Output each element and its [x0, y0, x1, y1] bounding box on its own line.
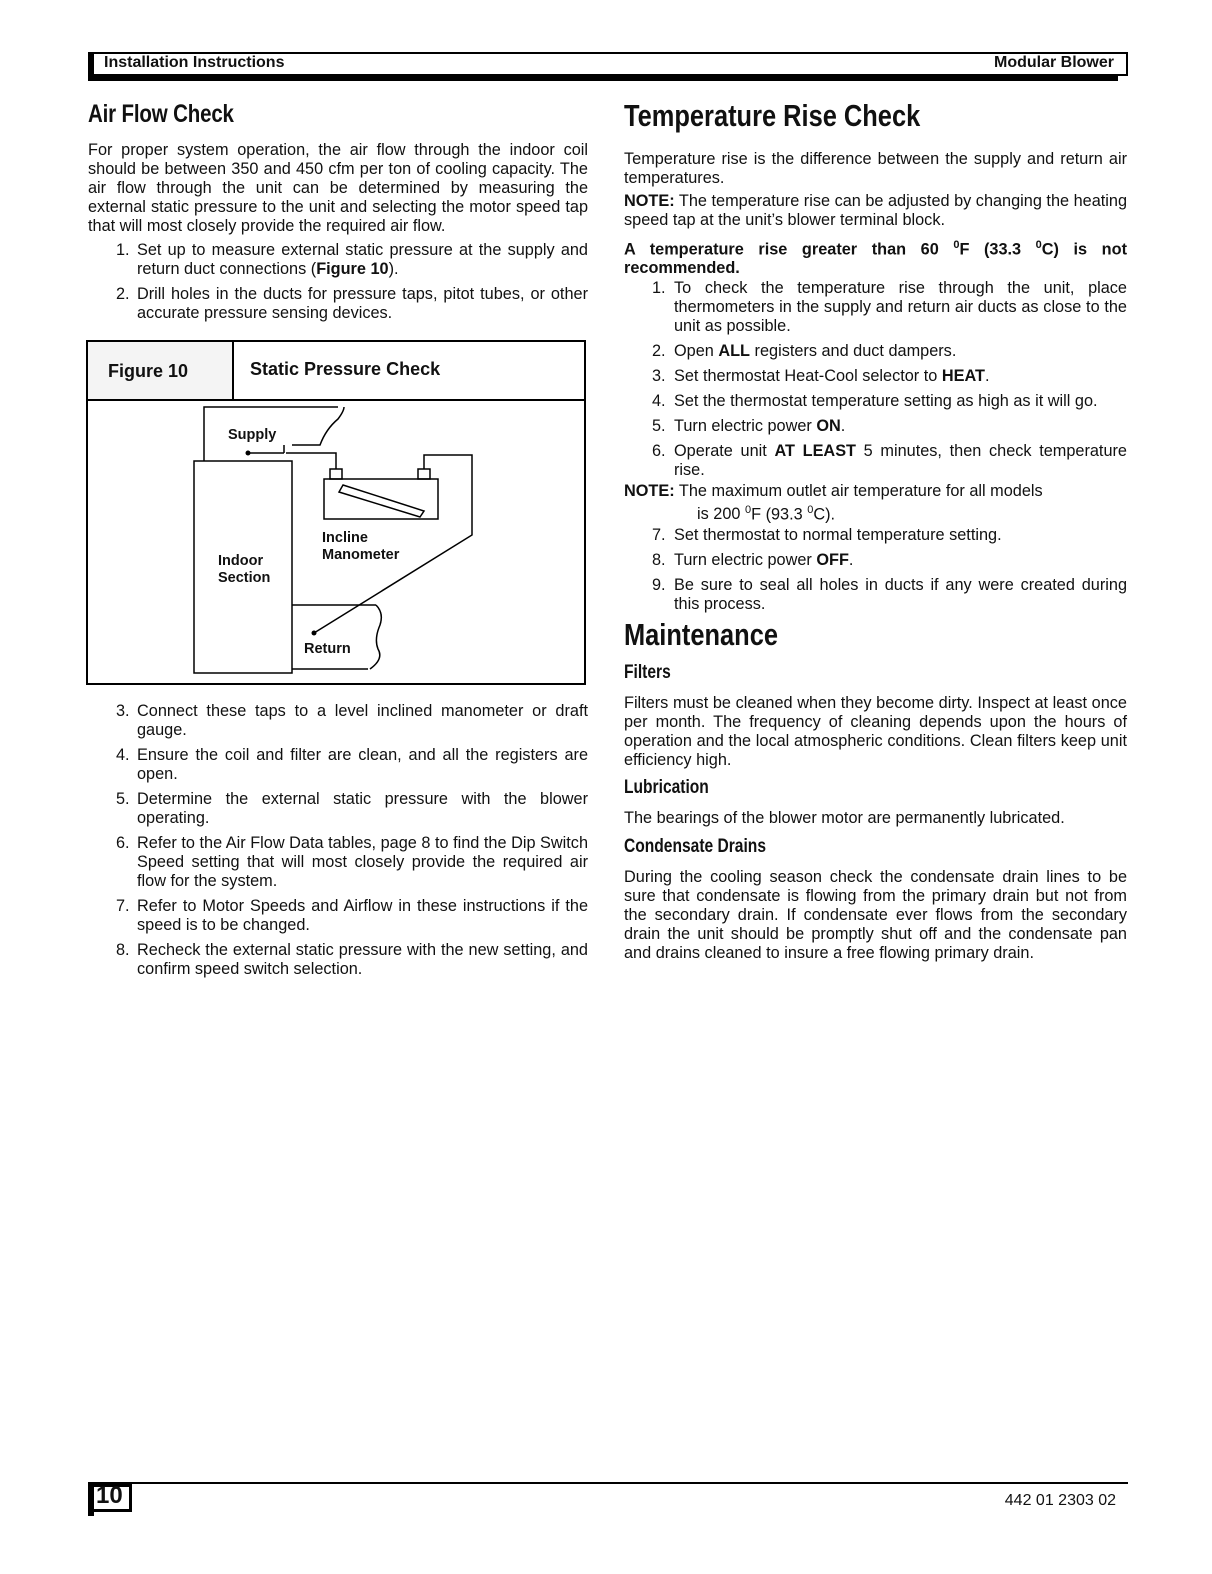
air-flow-heading: Air Flow Check — [88, 100, 234, 128]
list-item: 7. Refer to Motor Speeds and Airflow in these instructions if the speed is to be changed. — [116, 897, 588, 934]
list-item: 6. Refer to the Air Flow Data tables, page 8 to find the Dip Switch Speed setting that will most closely provide the required air flow for the system. — [116, 834, 588, 890]
manometer-box — [324, 479, 438, 519]
header-left-title: Installation Instructions — [104, 54, 285, 71]
filters-text: Filters must be cleaned when they become dirty. Inspect at least once per month. The frequency of cleaning depends upon the hours of operation and the local atmospheric conditions. Clean filters keep unit efficiency high. — [624, 694, 1127, 769]
figure-title: Static Pressure Check — [250, 359, 441, 379]
temp-rise-note-1: NOTE: The temperature rise can be adjusted by changing the heating speed tap at the unit’s blower terminal block. — [624, 192, 1128, 229]
supply-label: Supply — [228, 427, 277, 443]
footer-rule — [88, 1482, 1128, 1484]
condensate-drains-text: During the cooling season check the condensate drain lines to be sure that condensate is flowing from the primary drain but not from the secondary drain. If condensate ever flows from the secondary drain the unit should be promptly shut off and the condensate pan and drains cleaned to insure a free flowing primary drain. — [624, 868, 1127, 962]
lubrication-text: The bearings of the blower motor are permanently lubricated. — [624, 809, 1065, 827]
list-item: 5. Determine the external static pressure with the blower operating. — [116, 790, 588, 827]
figure-10 — [86, 340, 586, 685]
list-item: 9. Be sure to seal all holes in ducts if any were created during this process. — [652, 576, 1127, 613]
supply-duct-end — [292, 407, 344, 445]
list-item: 1. To check the temperature rise through the unit, place thermometers in the supply and return air ducts as close to the unit as possible. — [652, 279, 1127, 335]
list-item: 1. Set up to measure external static pressure at the supply and return duct connections (Figure 10). — [116, 241, 588, 278]
temp-rise-note-2: NOTE: The maximum outlet air temperature for all models is 200 $^0$F (93.3 $^0$C). — [624, 482, 1043, 524]
manometer-port-left — [330, 469, 342, 479]
list-item: 8. Recheck the external static pressure with the new setting, and confirm speed switch selection. — [116, 941, 588, 978]
air-flow-steps-a — [88, 241, 588, 329]
temp-rise-heading: Temperature Rise Check — [624, 98, 921, 133]
supply-tap-point — [246, 451, 251, 456]
document-code: 442 01 2303 02 — [1004, 1492, 1116, 1509]
incline-label-1: Incline — [322, 530, 368, 546]
list-item: 2. Drill holes in the ducts for pressure taps, pitot tubes, or other accurate pressure sensing devices. — [116, 285, 588, 322]
temp-rise-intro: Temperature rise is the difference between the supply and return air temperatures. — [624, 150, 1127, 187]
temp-rise-steps-b — [624, 526, 1127, 620]
air-flow-intro: For proper system operation, the air flow through the indoor coil should be between 350 and 450 cfm per ton of cooling capacity. The air flow through the unit can be determined by measuring the external static pressure to the unit and selecting the motor speed tap that will most closely provide the required air flow. — [88, 141, 588, 235]
indoor-label-2: Section — [218, 570, 271, 586]
header-rule — [88, 76, 1118, 81]
temp-rise-warning: A temperature rise greater than 60 $^0$F (33.3 $^0$C) is not recommended. — [624, 239, 1127, 278]
condensate-drains-heading: Condensate Drains — [624, 836, 766, 857]
maintenance-heading: Maintenance — [624, 617, 778, 652]
list-item: 5. Turn electric power ON. — [652, 417, 846, 435]
list-item: 3. Connect these taps to a level inclined manometer or draft gauge. — [116, 702, 588, 739]
return-duct-end — [370, 605, 381, 669]
return-tap-point — [312, 631, 317, 636]
list-item: 4. Set the thermostat temperature setting as high as it will go. — [652, 392, 1098, 410]
list-item: 2. Open ALL registers and duct dampers. — [652, 342, 957, 360]
lubrication-heading: Lubrication — [624, 777, 709, 798]
page-number: 10 — [96, 1482, 123, 1509]
list-item: 7. Set thermostat to normal temperature setting. — [652, 526, 1002, 544]
figure-label: Figure 10 — [108, 361, 189, 381]
figure-title-row — [88, 342, 584, 401]
figure-label-cell — [88, 342, 234, 399]
inclined-tube — [339, 485, 424, 517]
manometer-port-right — [418, 469, 430, 479]
list-item: 4. Ensure the coil and filter are clean, and all the registers are open. — [116, 746, 588, 783]
list-item: 3. Set thermostat Heat-Cool selector to HEAT. — [652, 367, 990, 385]
temp-rise-steps-a — [624, 279, 1127, 486]
header-right-title: Modular Blower — [993, 54, 1114, 71]
list-item: 8. Turn electric power OFF. — [652, 551, 854, 569]
incline-label-2: Manometer — [322, 547, 400, 563]
supply-tube — [286, 453, 336, 469]
indoor-label-1: Indoor — [218, 553, 264, 569]
air-flow-steps-b — [88, 702, 588, 985]
filters-heading: Filters — [624, 662, 671, 683]
page-number-accent — [88, 1484, 94, 1516]
return-label: Return — [304, 641, 351, 657]
list-item: 6. Operate unit AT LEAST 5 minutes, then check temperature rise. — [652, 442, 1127, 479]
